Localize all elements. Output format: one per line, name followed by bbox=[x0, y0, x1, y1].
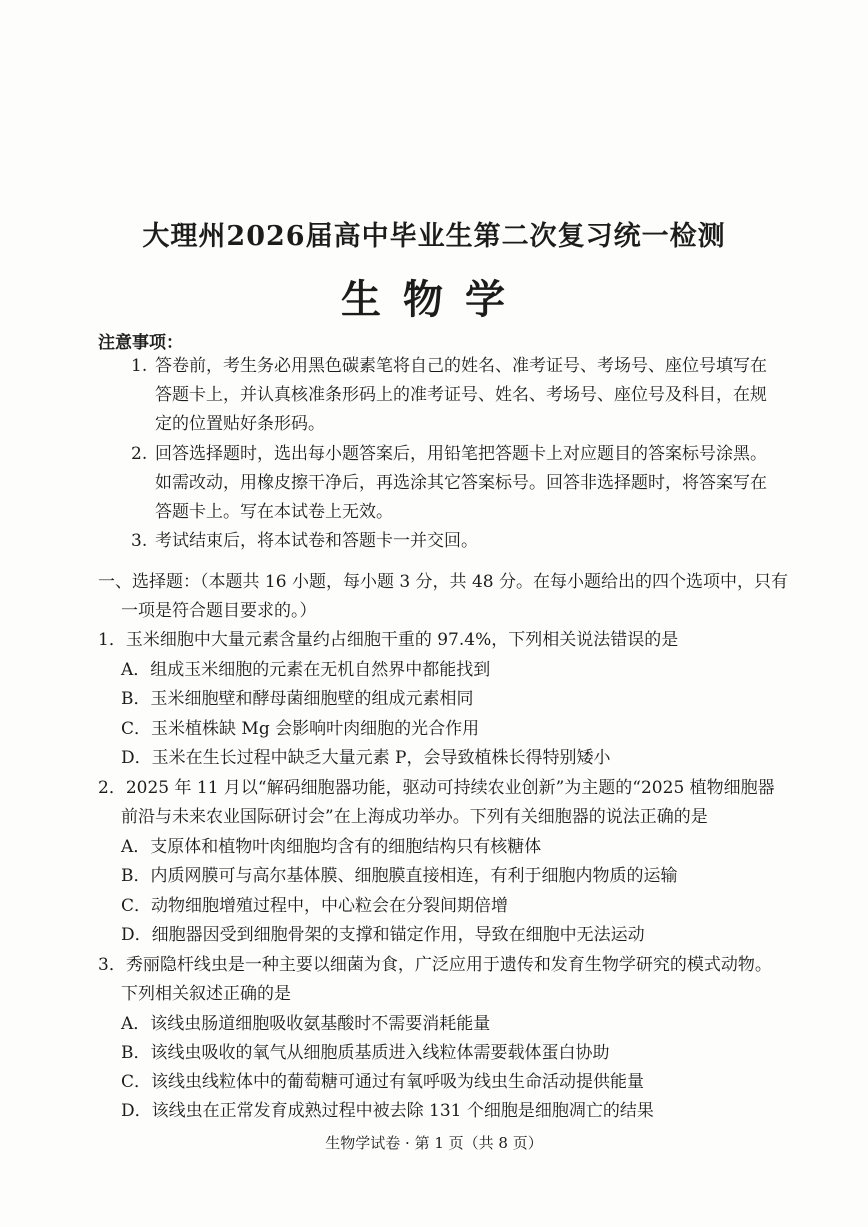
notice-item-number: 3. bbox=[131, 531, 148, 551]
question-2-option-c: C．动物细胞增殖过程中，中心粒会在分裂间期倍增 bbox=[121, 896, 509, 916]
question-3-stem: 3．秀丽隐杆线虫是一种主要以细菌为食，广泛应用于遗传和发育生物学研究的模式动物。 bbox=[98, 955, 772, 975]
exam-title: 大理州2026届高中毕业生第二次复习统一检测 bbox=[142, 221, 726, 252]
notice-item-number: 2. bbox=[131, 444, 148, 464]
notice-item-number: 1. bbox=[131, 356, 148, 376]
notice-item-1 bbox=[131, 352, 767, 381]
question-1-option-c: C．玉米植株缺 Mg 会影响叶肉细胞的光合作用 bbox=[121, 719, 480, 739]
question-3-option-b: B．该线虫吸收的氧气从细胞质基质进入线粒体需要载体蛋白协助 bbox=[121, 1043, 610, 1063]
question-1-stem: 1．玉米细胞中大量元素含量约占细胞干重的 97.4%，下列相关说法错误的是 bbox=[98, 630, 679, 650]
notice-item-3 bbox=[131, 527, 478, 556]
notice-item-text: 答题卡上。写在本试卷上无效。 bbox=[155, 502, 393, 522]
notice-item-text: 答题卡上，并认真核准条形码上的准考证号、姓名、考场号、座位号及科目，在规 bbox=[155, 385, 767, 405]
question-3-option-c: C．该线虫线粒体中的葡萄糖可通过有氧呼吸为线虫生命活动提供能量 bbox=[121, 1072, 645, 1092]
notice-item-text: 如需改动，用橡皮擦干净后，再选涂其它答案标号。回答非选择题时，将答案写在 bbox=[155, 473, 767, 493]
question-1-option-d: D．玉米在生长过程中缺乏大量元素 P，会导致植株长得特别矮小 bbox=[121, 748, 611, 768]
question-1-option-b: B．玉米细胞壁和酵母菌细胞壁的组成元素相同 bbox=[121, 689, 474, 709]
question-2-stem-cont: 前沿与未来农业国际研讨会”在上海成功举办。下列有关细胞器的说法正确的是 bbox=[121, 807, 708, 827]
question-2-stem: 2．2025 年 11 月以“解码细胞器功能，驱动可持续农业创新”为主题的“2025 植物细胞器 bbox=[98, 778, 775, 798]
section-heading-cont: 一项是符合题目要求的。） bbox=[121, 601, 317, 621]
subject-title: 生物学 bbox=[341, 276, 527, 323]
page-footer: 生物学试卷 · 第 1 页（共 8 页） bbox=[325, 1134, 543, 1152]
question-3-option-d: D．该线虫在正常发育成熟过程中被去除 131 个细胞是细胞凋亡的结果 bbox=[121, 1101, 654, 1121]
question-3-stem-cont: 下列相关叙述正确的是 bbox=[121, 984, 291, 1004]
notice-item-text: 定的位置贴好条形码。 bbox=[155, 414, 325, 434]
notice-item-2 bbox=[131, 440, 767, 469]
notice-item-text: 回答选择题时，选出每小题答案后，用铅笔把答题卡上对应题目的答案标号涂黑。 bbox=[155, 444, 767, 464]
notice-item-text: 答卷前，考生务必用黑色碳素笔将自己的姓名、准考证号、考场号、座位号填写在 bbox=[155, 356, 767, 376]
notice-heading: 注意事项： bbox=[98, 333, 183, 353]
question-2-option-b: B．内质网膜可与高尔基体膜、细胞膜直接相连，有利于细胞内物质的运输 bbox=[121, 866, 678, 886]
notice-item-text: 考试结束后，将本试卷和答题卡一并交回。 bbox=[155, 531, 478, 551]
question-2-option-d: D．细胞器因受到细胞骨架的支撑和锚定作用，导致在细胞中无法运动 bbox=[121, 925, 645, 945]
question-1-option-a: A．组成玉米细胞的元素在无机自然界中都能找到 bbox=[121, 660, 491, 680]
question-3-option-a: A．该线虫肠道细胞吸收氨基酸时不需要消耗能量 bbox=[121, 1014, 491, 1034]
question-2-option-a: A．支原体和植物叶肉细胞均含有的细胞结构只有核糖体 bbox=[121, 837, 542, 857]
section-heading: 一、选择题：（本题共 16 小题，每小题 3 分，共 48 分。在每小题给出的四个选项中，只有 bbox=[98, 572, 789, 592]
